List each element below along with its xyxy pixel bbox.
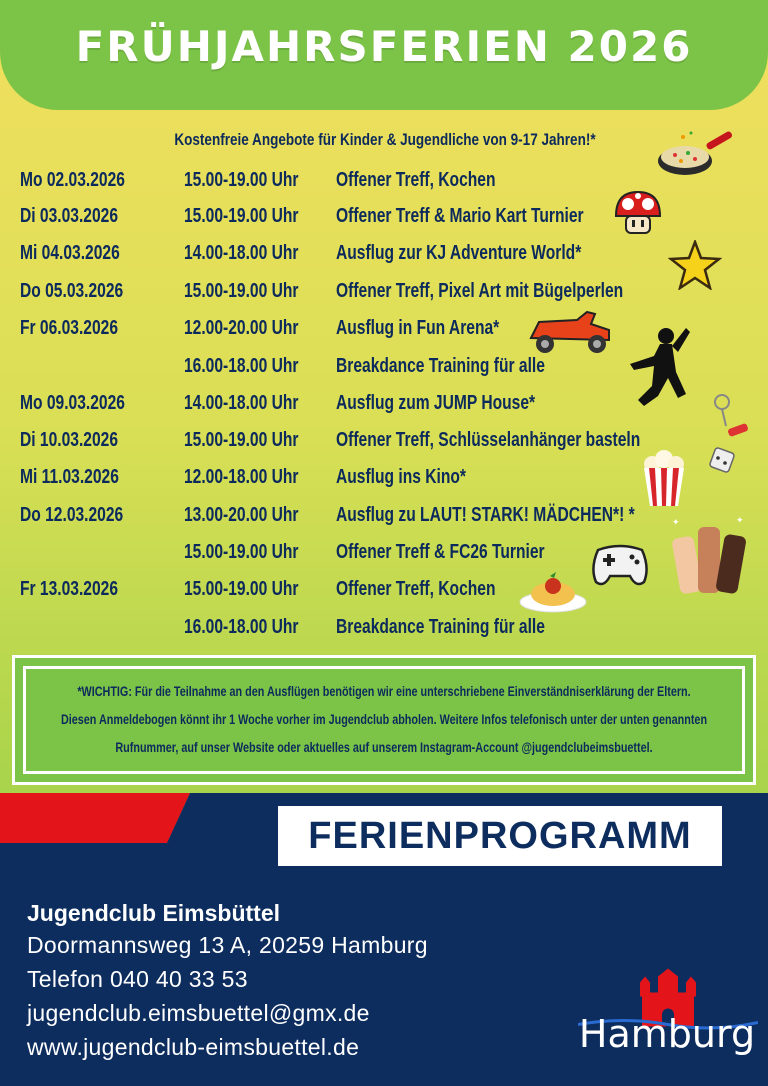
star-icon	[668, 240, 722, 290]
schedule-day: Mi 11.03.2026	[20, 466, 119, 488]
notice-text	[40, 678, 728, 762]
fists-icon	[666, 515, 750, 595]
phone: Telefon 040 40 33 53	[27, 966, 248, 992]
program-label-box	[278, 806, 722, 866]
schedule-time: 16.00-18.00 Uhr	[184, 355, 299, 377]
schedule-day: Mi 04.03.2026	[20, 242, 120, 264]
red-stripe	[0, 793, 190, 843]
go-kart-icon	[525, 308, 615, 356]
mushroom-icon	[612, 190, 664, 236]
notice-line: Diesen Anmeldebogen könnt ihr 1 Woche vorher im Jugendclub abholen. Weitere Infos telefonisch unter der unten genannten	[60, 712, 708, 727]
schedule-day: Do 12.03.2026	[20, 504, 124, 526]
schedule-activity: Ausflug ins Kino*	[336, 466, 467, 488]
schedule-time: 15.00-19.00 Uhr	[184, 429, 299, 451]
schedule-activity: Offener Treff, Schlüsselanhänger basteln	[336, 429, 641, 451]
subtitle: Kostenfreie Angebote für Kinder & Jugendliche von 9-17 Jahren!*	[174, 131, 596, 149]
notice-line: *WICHTIG: Für die Teilnahme an den Ausflügen benötigen wir eine unterschriebene Einverständniserklärung der Eltern.	[77, 684, 691, 699]
schedule-activity: Breakdance Training für alle	[336, 355, 545, 377]
schedule-day: Fr 13.03.2026	[20, 578, 119, 600]
schedule-activity: Ausflug in Fun Arena*	[336, 317, 500, 339]
schedule-time: 12.00-18.00 Uhr	[184, 466, 299, 488]
schedule-row	[0, 541, 768, 571]
notice-line: Rufnummer, auf unser Website oder aktuelles auf unserem Instagram-Account @jugendclubeimsbuettel.	[115, 740, 653, 755]
schedule-row	[0, 504, 768, 534]
contact-block	[27, 900, 428, 1068]
schedule-time: 15.00-19.00 Uhr	[184, 205, 299, 227]
schedule-activity: Offener Treff & FC26 Turnier	[336, 541, 545, 563]
schedule-activity: Breakdance Training für alle	[336, 616, 545, 638]
page-title: FRÜHJAHRSFERIEN 2026	[75, 22, 693, 71]
club-name: Jugendclub Eimsbüttel	[27, 900, 281, 926]
notice-inner-frame	[23, 666, 745, 774]
address: Doormannsweg 13 A, 20259 Hamburg	[27, 932, 428, 958]
schedule-day: Fr 06.03.2026	[20, 317, 119, 339]
popcorn-icon	[640, 450, 688, 508]
schedule-row	[0, 578, 768, 608]
website-link[interactable]: www.jugendclub-eimsbuettel.de	[27, 1034, 360, 1060]
schedule-day: Do 05.03.2026	[20, 280, 124, 302]
schedule-activity: Offener Treff, Kochen	[336, 169, 496, 191]
schedule-row	[0, 616, 768, 646]
schedule-time: 14.00-18.00 Uhr	[184, 392, 299, 414]
schedule-day: Di 03.03.2026	[20, 205, 119, 227]
schedule-time: 16.00-18.00 Uhr	[184, 616, 299, 638]
schedule-row	[0, 242, 768, 272]
schedule-day: Mo 09.03.2026	[20, 392, 125, 414]
schedule-time: 15.00-19.00 Uhr	[184, 578, 299, 600]
schedule-day: Mo 02.03.2026	[20, 169, 125, 191]
schedule-time: 15.00-19.00 Uhr	[184, 169, 299, 191]
notice-box	[12, 655, 756, 785]
schedule-activity: Ausflug zum JUMP House*	[336, 392, 536, 414]
schedule-time: 15.00-19.00 Uhr	[184, 541, 299, 563]
svg-text:✦: ✦	[672, 517, 680, 527]
schedule-activity: Offener Treff, Pixel Art mit Bügelperlen	[336, 280, 624, 302]
gamepad-icon	[590, 538, 650, 590]
schedule-activity: Offener Treff & Mario Kart Turnier	[336, 205, 584, 227]
schedule-time: 13.00-20.00 Uhr	[184, 504, 299, 526]
schedule-activity: Ausflug zur KJ Adventure World*	[336, 242, 582, 264]
schedule-time: 15.00-19.00 Uhr	[184, 280, 299, 302]
schedule-activity: Offener Treff, Kochen	[336, 578, 496, 600]
hamburg-logo-text: Hamburg	[578, 1012, 756, 1056]
breakdancer-icon	[624, 322, 694, 412]
frying-pan-icon	[655, 123, 735, 181]
spaghetti-icon	[518, 568, 588, 614]
schedule-day: Di 10.03.2026	[20, 429, 119, 451]
email-link[interactable]: jugendclub.eimsbuettel@gmx.de	[27, 1000, 370, 1026]
schedule-time: 14.00-18.00 Uhr	[184, 242, 299, 264]
schedule-row	[0, 280, 768, 310]
schedule-activity: Ausflug zu LAUT! STARK! MÄDCHEN*! *	[336, 504, 635, 526]
keychain-icon	[708, 392, 752, 474]
svg-text:✦: ✦	[736, 515, 744, 525]
schedule-time: 12.00-20.00 Uhr	[184, 317, 299, 339]
program-label: FERIENPROGRAMM	[308, 814, 692, 857]
